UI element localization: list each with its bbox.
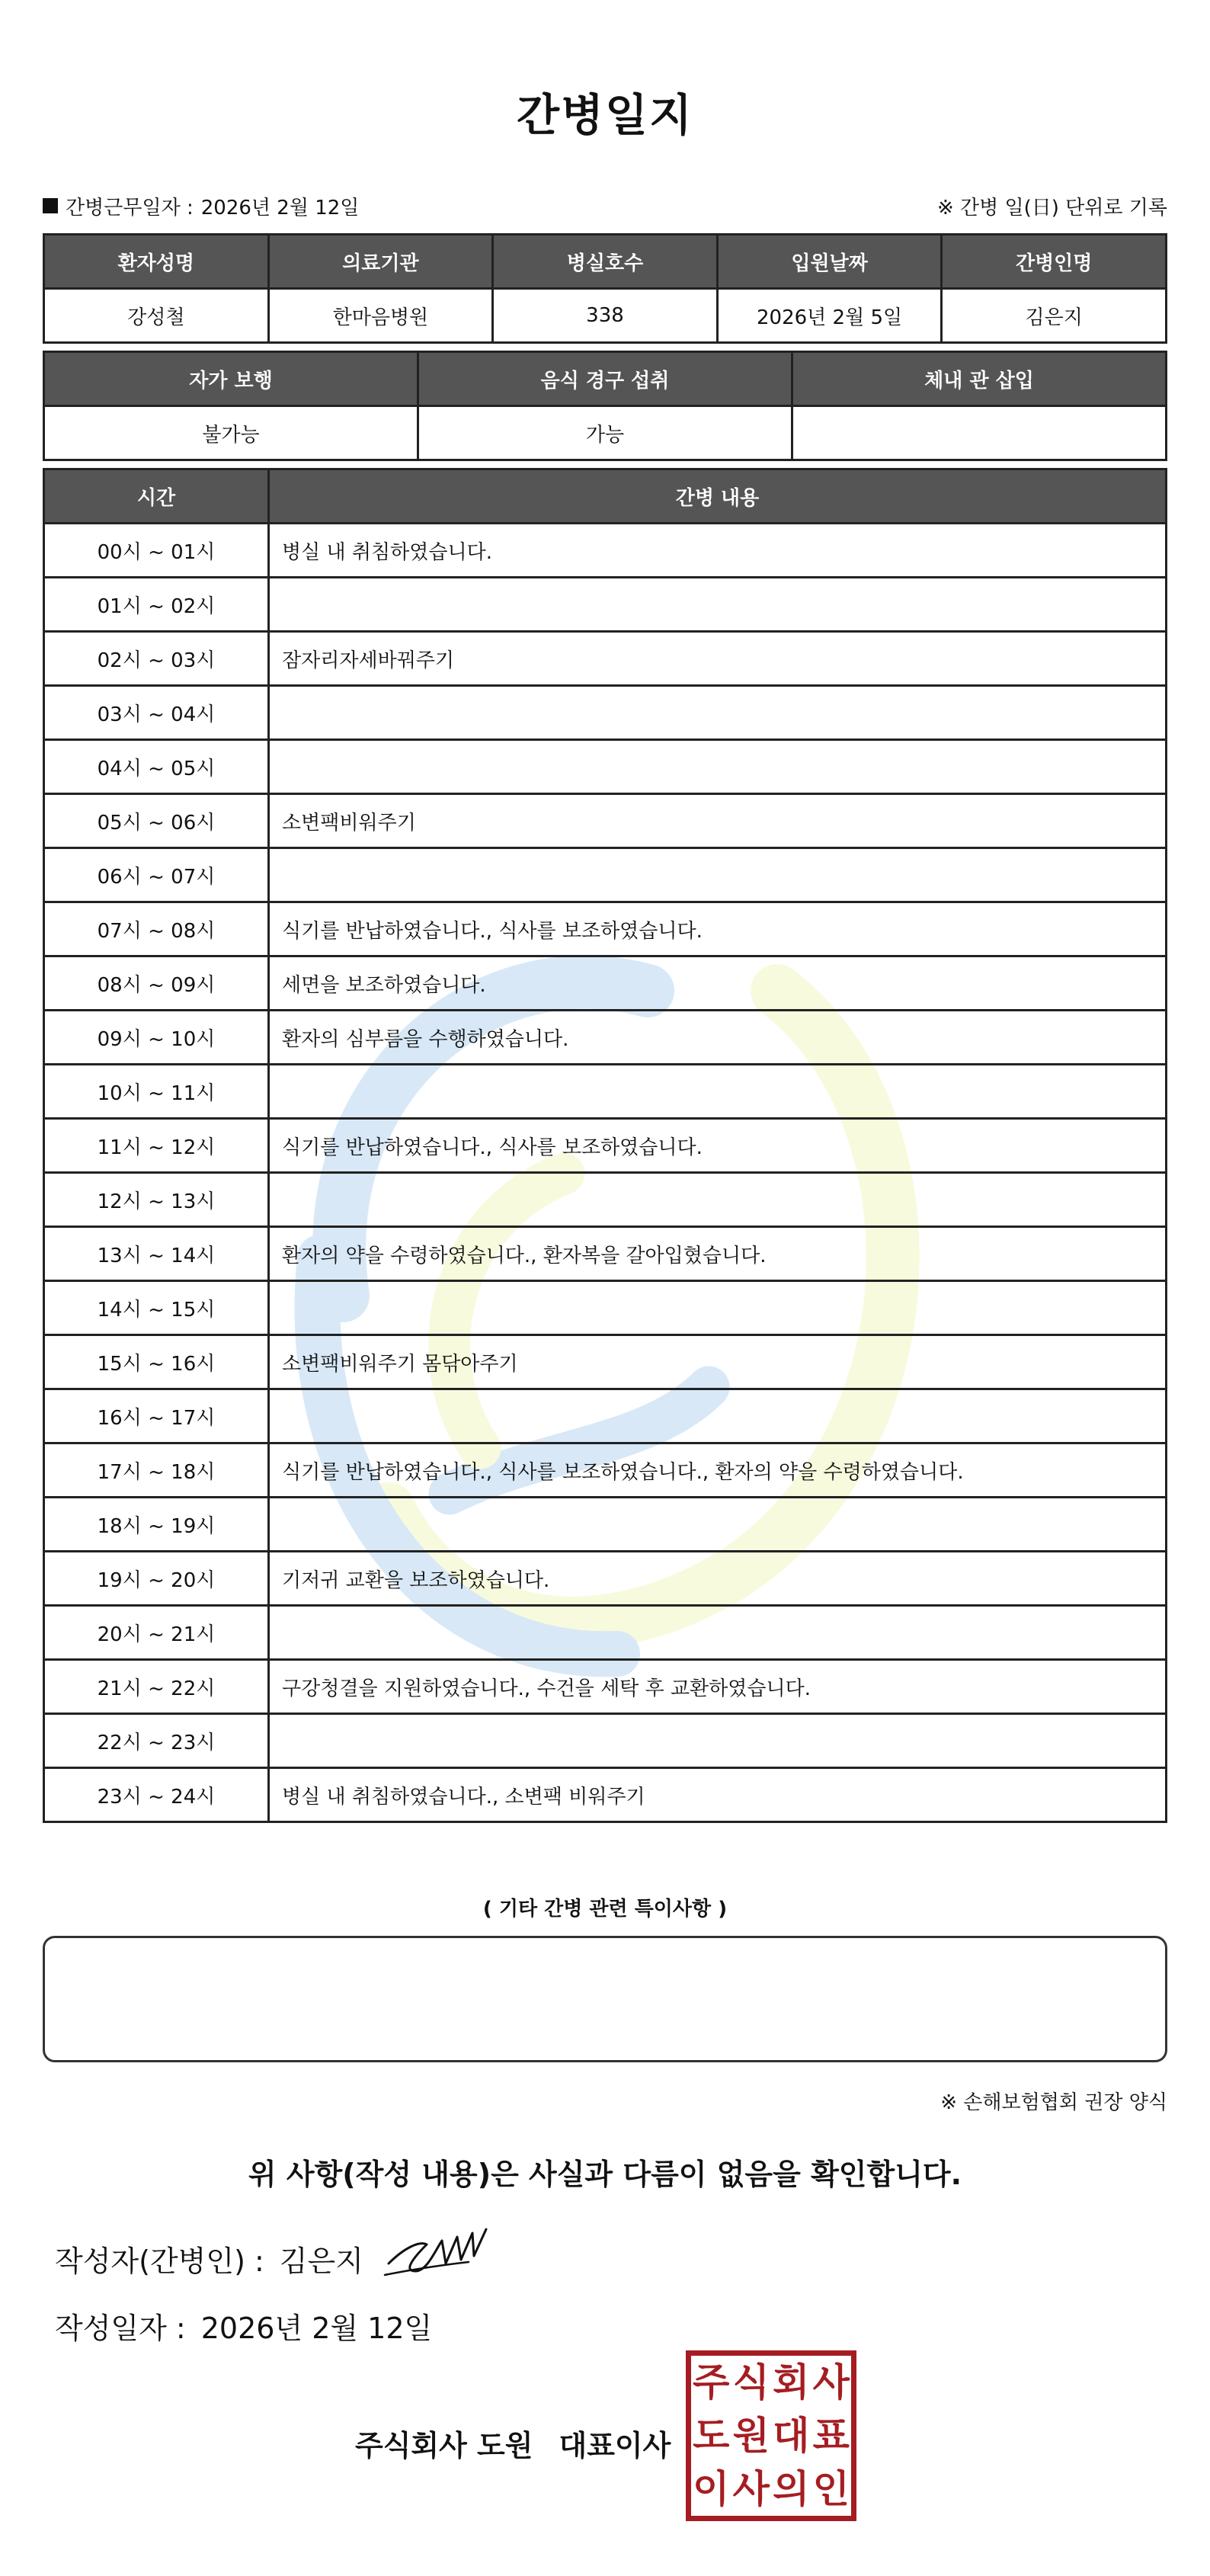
log-row bbox=[44, 1660, 1167, 1714]
log-row bbox=[44, 1011, 1167, 1065]
work-date bbox=[43, 192, 359, 220]
log-time: 16시 ~ 17시 bbox=[44, 1389, 269, 1443]
log-row bbox=[44, 578, 1167, 632]
log-row bbox=[44, 1389, 1167, 1443]
log-content: 잠자리자세바꿔주기 bbox=[269, 632, 1167, 686]
log-content: 소변팩비워주기 몸닦아주기 bbox=[269, 1335, 1167, 1389]
seal-char: 사 bbox=[812, 2360, 850, 2405]
form-note: ※ 손해보험협회 권장 양식 bbox=[940, 2091, 1167, 2114]
log-time: 04시 ~ 05시 bbox=[44, 740, 269, 794]
log-row bbox=[44, 740, 1167, 794]
company-seal-stamp bbox=[686, 2350, 856, 2521]
log-content bbox=[269, 1714, 1167, 1768]
info-header: 의료기관 bbox=[268, 235, 493, 289]
work-date-value: 2026년 2월 12일 bbox=[200, 196, 360, 219]
log-time: 03시 ~ 04시 bbox=[44, 686, 269, 740]
info-header: 간병인명 bbox=[942, 235, 1167, 289]
log-row bbox=[44, 1119, 1167, 1173]
patient-name: 강성철 bbox=[44, 289, 269, 343]
log-content bbox=[269, 1389, 1167, 1443]
log-time: 12시 ~ 13시 bbox=[44, 1173, 269, 1227]
seal-char: 사 bbox=[732, 2467, 770, 2511]
log-time: 10시 ~ 11시 bbox=[44, 1065, 269, 1119]
seal-char: 이 bbox=[693, 2467, 730, 2511]
writer-name: 김은지 bbox=[279, 2244, 363, 2278]
log-time: 19시 ~ 20시 bbox=[44, 1552, 269, 1606]
company-title: 대표이사 bbox=[559, 2429, 671, 2462]
log-time: 14시 ~ 15시 bbox=[44, 1281, 269, 1335]
log-content: 세면을 보조하였습니다. bbox=[269, 956, 1167, 1011]
patient-status-table bbox=[43, 351, 1167, 461]
log-row bbox=[44, 1227, 1167, 1281]
seal-char: 회 bbox=[773, 2360, 810, 2405]
log-time: 05시 ~ 06시 bbox=[44, 794, 269, 848]
seal-char: 의 bbox=[773, 2467, 810, 2511]
log-content: 병실 내 취침하였습니다. bbox=[269, 524, 1167, 578]
seal-char: 식 bbox=[732, 2360, 770, 2405]
seal-char: 원 bbox=[732, 2414, 770, 2458]
hospital-name: 한마음병원 bbox=[268, 289, 493, 343]
log-content: 병실 내 취침하였습니다., 소변팩 비워주기 bbox=[269, 1768, 1167, 1822]
log-time: 00시 ~ 01시 bbox=[44, 524, 269, 578]
log-row bbox=[44, 1714, 1167, 1768]
log-row bbox=[44, 902, 1167, 956]
log-content: 식기를 반납하였습니다., 식사를 보조하였습니다., 환자의 약을 수령하였습니다. bbox=[269, 1443, 1167, 1498]
document-title: 간병일지 bbox=[516, 89, 694, 141]
handwritten-signature-icon bbox=[381, 2218, 503, 2286]
log-time: 02시 ~ 03시 bbox=[44, 632, 269, 686]
record-unit-note: ※ 간병 일(日) 단위로 기록 bbox=[936, 196, 1167, 219]
log-time: 18시 ~ 19시 bbox=[44, 1498, 269, 1552]
log-time: 23시 ~ 24시 bbox=[44, 1768, 269, 1822]
written-date-value: 2026년 2월 12일 bbox=[200, 2312, 433, 2345]
seal-char: 표 bbox=[812, 2414, 850, 2458]
info-header: 입원날짜 bbox=[717, 235, 942, 289]
info-header: 병실호수 bbox=[493, 235, 718, 289]
log-content: 식기를 반납하였습니다., 식사를 보조하였습니다. bbox=[269, 1119, 1167, 1173]
log-content: 기저귀 교환을 보조하였습니다. bbox=[269, 1552, 1167, 1606]
log-row bbox=[44, 632, 1167, 686]
log-content bbox=[269, 1173, 1167, 1227]
seal-char: 대 bbox=[773, 2414, 810, 2458]
meta-row bbox=[43, 189, 1167, 223]
log-content: 환자의 심부름을 수행하였습니다. bbox=[269, 1011, 1167, 1065]
log-row bbox=[44, 1552, 1167, 1606]
log-time: 21시 ~ 22시 bbox=[44, 1660, 269, 1714]
patient-info-table bbox=[43, 233, 1167, 344]
log-time: 11시 ~ 12시 bbox=[44, 1119, 269, 1173]
log-time: 20시 ~ 21시 bbox=[44, 1606, 269, 1660]
caregiver-name: 김은지 bbox=[942, 289, 1167, 343]
oral-intake-value: 가능 bbox=[418, 406, 792, 460]
log-row bbox=[44, 1606, 1167, 1660]
log-row bbox=[44, 1065, 1167, 1119]
log-time: 09시 ~ 10시 bbox=[44, 1011, 269, 1065]
log-content: 환자의 약을 수령하였습니다., 환자복을 갈아입혔습니다. bbox=[269, 1227, 1167, 1281]
log-content bbox=[269, 578, 1167, 632]
written-date-label: 작성일자 : bbox=[55, 2312, 186, 2345]
log-content bbox=[269, 1498, 1167, 1552]
status-header: 체내 관 삽입 bbox=[792, 352, 1167, 406]
log-content bbox=[269, 1606, 1167, 1660]
status-header: 자가 보행 bbox=[44, 352, 418, 406]
log-row bbox=[44, 1768, 1167, 1822]
log-row bbox=[44, 956, 1167, 1011]
log-time: 06시 ~ 07시 bbox=[44, 848, 269, 902]
log-content bbox=[269, 686, 1167, 740]
care-log-table bbox=[43, 468, 1167, 1823]
company-name: 주식회사 도원 bbox=[355, 2429, 533, 2462]
log-row bbox=[44, 1498, 1167, 1552]
log-content bbox=[269, 1065, 1167, 1119]
info-header: 환자성명 bbox=[44, 235, 269, 289]
log-content: 식기를 반납하였습니다., 식사를 보조하였습니다. bbox=[269, 902, 1167, 956]
confirmation-statement: 위 사항(작성 내용)은 사실과 다름이 없음을 확인합니다. bbox=[248, 2158, 962, 2191]
writer-line bbox=[55, 2238, 363, 2280]
remarks-box bbox=[43, 1936, 1167, 2062]
log-time: 01시 ~ 02시 bbox=[44, 578, 269, 632]
log-time: 15시 ~ 16시 bbox=[44, 1335, 269, 1389]
content-header: 간병 내용 bbox=[269, 469, 1167, 524]
log-row bbox=[44, 1281, 1167, 1335]
time-header: 시간 bbox=[44, 469, 269, 524]
square-bullet-icon bbox=[43, 198, 58, 213]
log-time: 08시 ~ 09시 bbox=[44, 956, 269, 1011]
log-content: 구강청결을 지원하였습니다., 수건을 세탁 후 교환하였습니다. bbox=[269, 1660, 1167, 1714]
writer-label: 작성자(간병인) : bbox=[55, 2244, 264, 2278]
seal-char: 주 bbox=[693, 2360, 730, 2405]
log-time: 17시 ~ 18시 bbox=[44, 1443, 269, 1498]
log-time: 13시 ~ 14시 bbox=[44, 1227, 269, 1281]
log-row bbox=[44, 1443, 1167, 1498]
work-date-label: 간병근무일자 : bbox=[66, 196, 194, 219]
log-content bbox=[269, 740, 1167, 794]
log-row bbox=[44, 794, 1167, 848]
log-row bbox=[44, 524, 1167, 578]
log-content bbox=[269, 848, 1167, 902]
tube-insertion-value bbox=[792, 406, 1167, 460]
log-row bbox=[44, 1173, 1167, 1227]
seal-char: 도 bbox=[693, 2414, 730, 2458]
remarks-heading: ( 기타 간병 관련 특이사항 ) bbox=[482, 1898, 728, 1921]
company-signature bbox=[355, 2422, 671, 2464]
log-content bbox=[269, 1281, 1167, 1335]
room-number: 338 bbox=[493, 289, 718, 343]
log-content: 소변팩비워주기 bbox=[269, 794, 1167, 848]
log-row bbox=[44, 686, 1167, 740]
self-walking-value: 불가능 bbox=[44, 406, 418, 460]
log-time: 22시 ~ 23시 bbox=[44, 1714, 269, 1768]
status-header: 음식 경구 섭취 bbox=[418, 352, 792, 406]
written-date-line bbox=[55, 2305, 432, 2347]
log-row bbox=[44, 848, 1167, 902]
admission-date: 2026년 2월 5일 bbox=[717, 289, 942, 343]
seal-char: 인 bbox=[812, 2467, 850, 2511]
log-row bbox=[44, 1335, 1167, 1389]
log-time: 07시 ~ 08시 bbox=[44, 902, 269, 956]
